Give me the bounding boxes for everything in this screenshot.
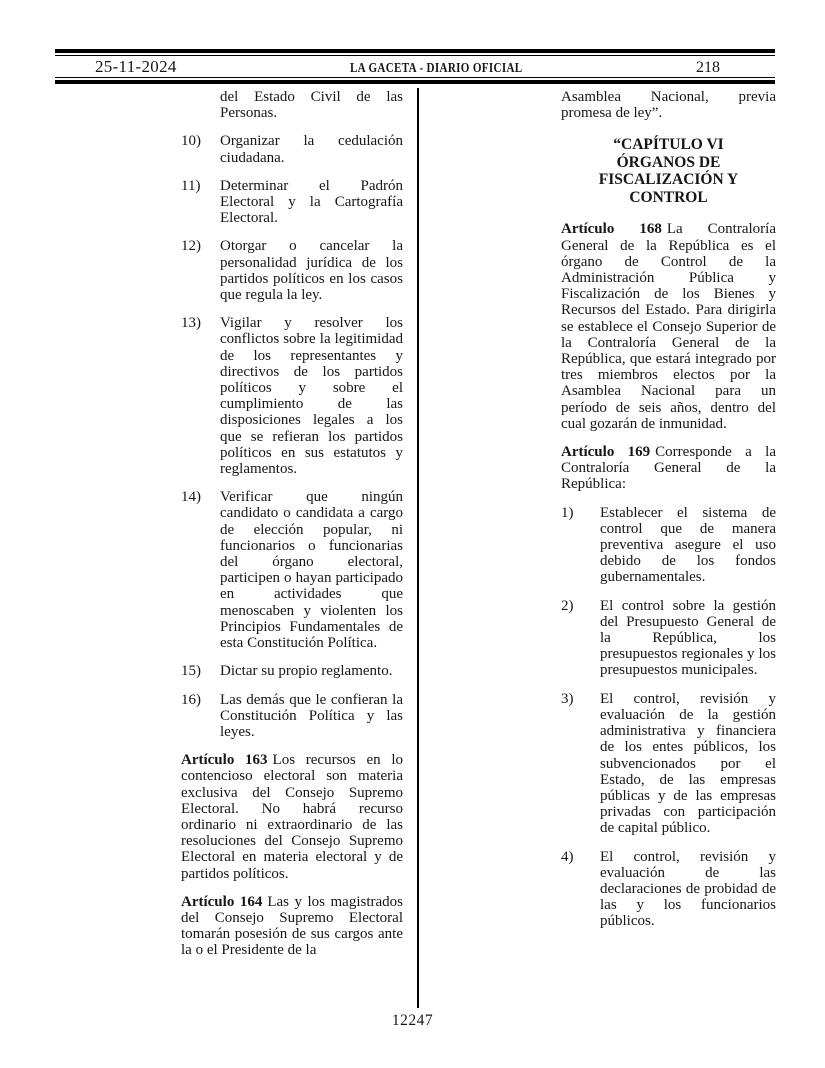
left-column (181, 89, 403, 971)
gazette-title: LA GACETA - DIARIO OFICIAL (350, 60, 523, 75)
article-label: Artículo 163 (181, 752, 268, 769)
chapter-heading-line-3: FISCALIZACIÓN Y (598, 171, 739, 189)
list-item-2 (561, 598, 776, 679)
list-item-10 (181, 133, 403, 165)
list-item-13 (181, 315, 403, 477)
chapter-heading-line-1: “CAPÍTULO VI (613, 136, 724, 154)
list-item-16 (181, 692, 403, 741)
list-item-text: Otorgar o cancelar la personalidad jurídica de los partidos políticos en los casos que regula la ley. (220, 238, 403, 304)
list-item-3 (561, 691, 776, 837)
list-item-text: El control sobre la gestión del Presupuesto General de la República, los presupuestos regionales y los presupuestos municipales. (600, 597, 776, 679)
list-item-text: Vigilar y resolver los conflictos sobre la legitimidad de los representantes y directivos de los partidos políticos y sobre el cumplimiento de las disposiciones legales a los que se refieran los partidos políticos en sus estatutos y reglamentos. (220, 315, 403, 478)
list-item-4 (561, 849, 776, 930)
list-item-text: Verificar que ningún candidato o candidata a cargo de elección popular, ni funcionarios o funcionarias del órgano electoral, participen o hayan participado en actividades que menoscaben y violenten los Principios Fundamentales de esta Constitución Política. (220, 489, 403, 652)
list-item-number: 13) (181, 315, 201, 332)
header-date: 25-11-2024 (95, 57, 177, 76)
article-163 (181, 752, 403, 882)
list-item-number: 14) (181, 489, 201, 506)
list-item-text: Determinar el Padrón Electoral y la Cartografía Electoral. (220, 177, 403, 227)
article-168 (561, 221, 776, 432)
list-item-number: 15) (181, 663, 201, 680)
paragraph-continuation: del Estado Civil de las Personas. (220, 89, 403, 122)
list-item-number: 4) (561, 848, 574, 865)
article-text: La Contraloría General de la República es el órgano de Control de la Administración Pública y Fiscalización de los Bienes y Recursos del Estado. Para dirigirla se establece el Consejo Superior de la Contraloría General de la República, que estará integrado por tres miembros electos por la Asamblea Nacional para un período de seis años, dentro del cual gozarán de inmunidad. (561, 221, 776, 432)
article-text: Los recursos en lo contencioso electoral son materia exclusiva del Consejo Supremo Electoral. No habrá recurso ordinario ni extraordinario de las resoluciones del Consejo Supremo Electoral en materia electoral y de partidos políticos. (181, 752, 403, 882)
list-item-number: 3) (561, 690, 574, 707)
page-header (55, 49, 775, 84)
list-item-number: 1) (561, 504, 574, 521)
article-text: Corresponde a la Contraloría General de la República: (561, 444, 776, 493)
list-item-14 (181, 489, 403, 651)
article-text: Las y los magistrados del Consejo Supremo Electoral tomarán posesión de sus cargos ante la o el Presidente de la (181, 893, 403, 959)
list-item-text: El control, revisión y evaluación de la gestión administrativa y financiera de los entes públicos, los subvencionados por el Estado, de las empresas públicas y de las empresas privadas con participación de capital público. (600, 690, 776, 837)
header-bottom-rule (55, 77, 775, 84)
column-divider (417, 88, 419, 1008)
article-label: Artículo 168 (561, 221, 662, 238)
header-page-number: 218 (695, 59, 720, 76)
header-top-rule (55, 49, 775, 56)
article-164 (181, 894, 403, 959)
chapter-heading-line-4: CONTROL (629, 188, 708, 206)
article-label: Artículo 164 (181, 893, 263, 910)
right-column (561, 89, 776, 942)
header-row (55, 56, 775, 77)
paragraph-continuation: Asamblea Nacional, previa promesa de ley”. (561, 89, 776, 122)
list-item-number: 2) (561, 597, 574, 614)
list-item-15 (181, 663, 403, 679)
article-169 (561, 444, 776, 493)
list-item-text: El control, revisión y evaluación de las declaraciones de probidad de las y los funcionarios públicos. (600, 848, 776, 930)
article-label: Artículo 169 (561, 444, 651, 461)
list-item-1 (561, 505, 776, 586)
list-item-11 (181, 178, 403, 227)
list-item-number: 12) (181, 238, 201, 255)
list-item-text: Las demás que le confieran la Constitución Política y las leyes. (220, 691, 403, 740)
list-item-number: 10) (181, 133, 201, 150)
list-item-text: Establecer el sistema de control que de manera preventiva asegure el uso debido de los fondos gubernamentales. (600, 504, 776, 586)
list-item-text: Organizar la cedulación ciudadana. (220, 133, 403, 166)
footer-folio: 12247 (391, 1012, 434, 1029)
list-item-text: Dictar su propio reglamento. (220, 663, 393, 680)
list-item-number: 11) (181, 177, 201, 194)
list-item-number: 16) (181, 691, 201, 708)
chapter-heading (561, 136, 776, 206)
list-item-12 (181, 238, 403, 303)
chapter-heading-line-2: ÓRGANOS DE (616, 153, 721, 171)
